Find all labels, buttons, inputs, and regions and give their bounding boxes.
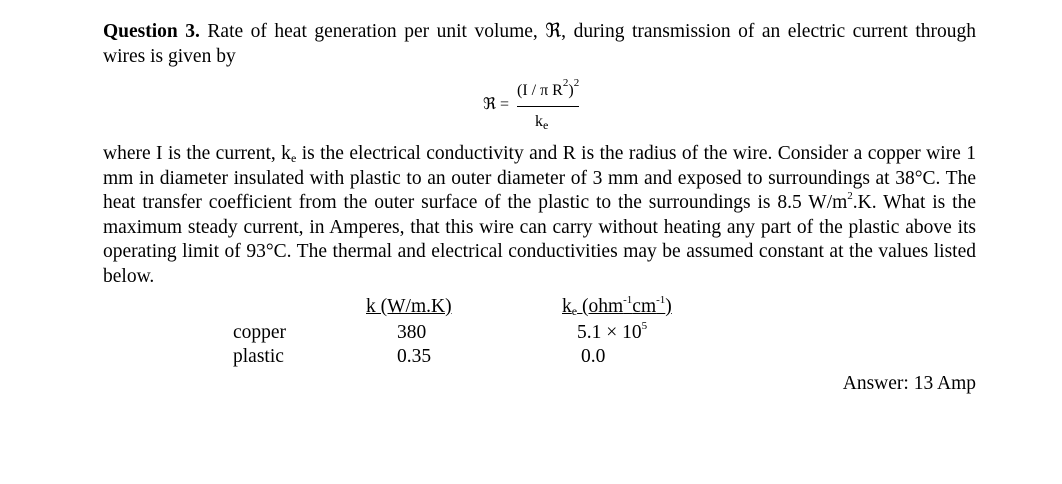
col-header-k: k (W/m.K) — [366, 296, 452, 317]
question-label: Question 3. — [103, 21, 200, 42]
formula-numerator: (I / π $R^2)^2$ — [517, 77, 580, 99]
col-header-ke: $k_e$ $(ohm^{-1}cm^{-1})$ — [562, 294, 672, 318]
row-material-copper: copper — [233, 322, 287, 343]
row-material-plastic: plastic — [233, 346, 284, 367]
answer-text: Answer: 13 Amp — [842, 373, 976, 394]
question-body: where I is the current, $k_e$ is the electrical conductivity and R is the radius of the wire. Consider a copper wire 1 mm in diameter insulated with plastic to an outer diameter of 3 mm and exposed to surroundings at 38°C. The heat transfer coefficient from the outer surface of the plastic to the surroundings is 8.5 $W/m^2.K$. What is the maximum steady current, in Amperes, that this wire can carry without heating any part of the plastic above its operating limit of 93°C. The thermal and electrical conductivities may be assumed constant at the values listed below. — [103, 143, 976, 287]
question-intro-text: Rate of heat generation per unit volume, ℜ, during transmission of an electric current through wires is given by — [103, 21, 976, 67]
fraction-bar — [517, 106, 579, 107]
row-ke-copper: $5.1 \times 10^5$ — [577, 320, 648, 343]
row-ke-plastic: 0.0 — [581, 346, 606, 367]
question-intro — [103, 20, 976, 69]
row-k-copper: 380 — [397, 322, 427, 343]
heat-generation-formula — [483, 77, 603, 142]
formula-denominator: $k_e$ — [535, 113, 549, 132]
formula-lhs: ℜ = — [483, 96, 510, 113]
row-k-plastic: 0.35 — [397, 346, 432, 367]
